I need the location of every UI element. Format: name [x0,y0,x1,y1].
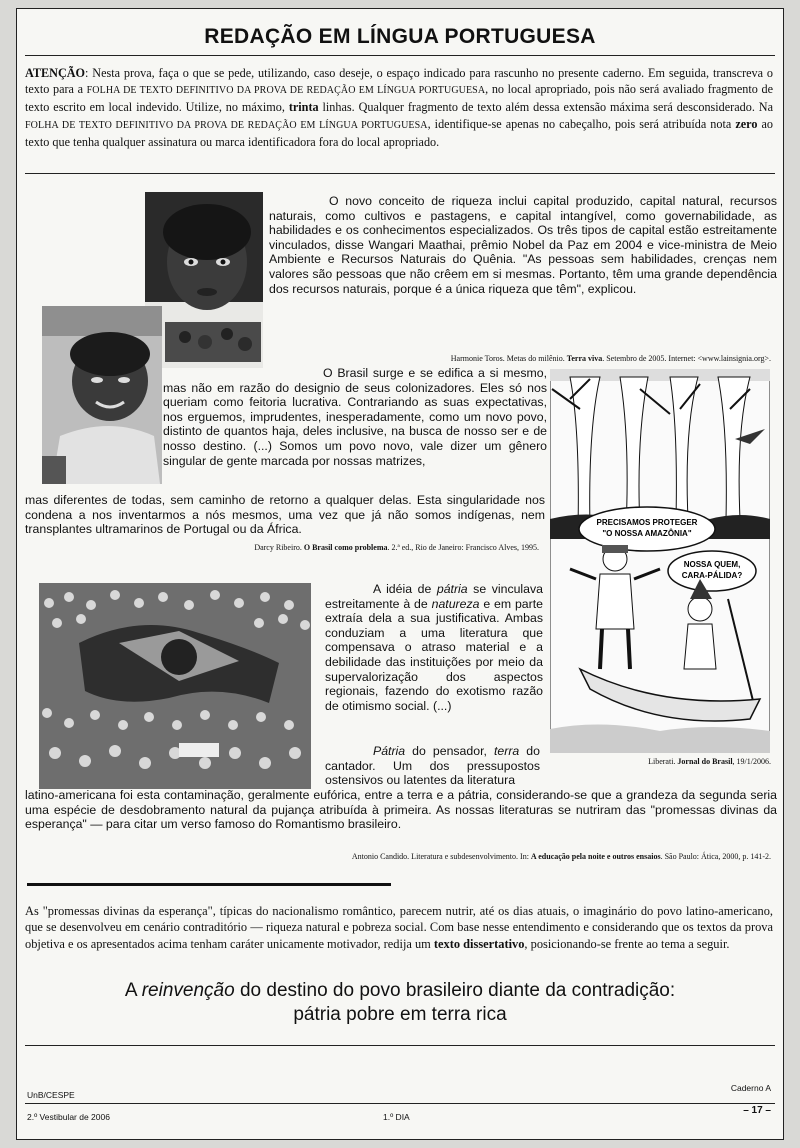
svg-text:"O NOSSA AMAZÔNIA": "O NOSSA AMAZÔNIA" [602,529,692,538]
text-excerpt-3-continued: latino-americana foi esta contaminação, geralmente eufórica, entre a terra e a pátria, considerando-se que a grandeza da segunda seria uma espécie de desdobramento natural da pujança atribuída à primeira. As nossas literaturas se nutriram das "promessas divinas da esperança" — para citar um verso famoso do Romantismo brasileiro. [25,788,777,832]
footer-day: 1.º DIA [383,1112,410,1122]
footer-booklet: Caderno A [730,1083,771,1093]
exam-page [16,8,784,1140]
svg-text:CARA-PÁLIDA?: CARA-PÁLIDA? [681,571,743,580]
footer-exam: 2.º Vestibular de 2006 [27,1112,110,1122]
child-photo [145,192,263,368]
divider [27,883,391,886]
footer-org: UnB/CESPE [27,1090,75,1100]
cartoon-illustration [550,369,770,753]
text-excerpt-2-continued: mas diferentes de todas, sem caminho de retorno a qualquer delas. Esta singularidade nos condena a nos inventarmos a nós mesmos, uma vez que já não somos indígenas, nem transplantes ultramarinos de Portugal ou da África. [25,493,545,537]
citation: Darcy Ribeiro. O Brasil como problema. 2.ª ed., Rio de Janeiro: Francisco Alves, 1995. [254,543,539,552]
svg-text:NOSSA QUEM,: NOSSA QUEM, [683,560,741,569]
essay-theme: A reinvenção do destino do povo brasileiro diante da contradição: pátria pobre em terra rica [124,980,676,1025]
text-excerpt-3-part2: Pátria do pensador, terra do cantador. Um dos pressupostos ostensivos ou latentes da literatura [325,744,540,788]
crowd-flag-photo [39,583,311,789]
divider [25,55,775,56]
svg-text:PRECISAMOS PROTEGER: PRECISAMOS PROTEGER [596,518,698,527]
page-number: – 17 – [743,1105,771,1116]
divider [25,1103,775,1104]
divider [25,1045,775,1046]
text-excerpt-3: A idéia de pátria se vinculava estreitamente à de natureza e em parte extraía dela a sua justificativa. Ambas conduziam a uma literatura que compensava o atraso material e a debilidade das instituições por meio da supervalorização dos aspectos regionais, fazendo do exotismo razão de otimismo social. (...) [325,582,543,713]
citation: Harmonie Toros. Metas do milênio. Terra viva. Setembro de 2005. Internet: <www.lainsignia.org>. [450,354,771,363]
text-excerpt-1: O novo conceito de riqueza inclui capital produzido, capital natural, recursos naturais, como cultivos e pastagens, e capital intangível, como governabilidade, as habilidades e os conhecimentos especializados. Os três tipos de capital estão estreitamente vinculados, disse Wangari Maathai, prêmio Nobel da Paz em 2004 e vice-ministra de Meio Ambiente e Recursos Naturais do Quênia. "As pessoas sem habilidades, crenças nem valores são pessoas que não crêem em si mesmas. Portanto, têm uma grande dependência dos recursos naturais, porque é a única riqueza que têm", explicou. [269,194,777,296]
instructions: ATENÇÃO: Nesta prova, faça o que se pede, utilizando, caso deseje, o espaço indicado para rascunho no presente caderno. Em seguida, transcreva o texto para a FOLHA DE TEXTO DEFINITIVO DA PROVA DE REDAÇÃO EM LÍNGUA PORTUGUESA, no local apropriado, pois não será avaliado fragmento de texto escrito em local indevido. Utilize, no máximo, trinta linhas. Qualquer fragmento de texto além dessa extensão máxima será desconsiderado. Na FOLHA DE TEXTO DEFINITIVO DA PROVA DE REDAÇÃO EM LÍNGUA PORTUGUESA, identifique-se apenas no cabeçalho, pois será atribuída nota zero ao texto que tenha qualquer assinatura ou marca identificadora fora do local apropriado. [25,66,773,149]
child-photo [42,306,162,484]
divider [25,173,775,174]
attention-label: ATENÇÃO [25,66,86,80]
citation: Liberati. Jornal do Brasil, 19/1/2006. [648,757,771,766]
text-excerpt-2: O Brasil surge e se edifica a si mesmo, mas não em razão do designio de seus colonizadores. Eles só nos queriam como feitoria lucrativa. Contrariando as suas expectativas, nos erguemos, imprudentes, inesperadamente, como um novo povo, distinto de quantos haja, deles inclusive, na busca de nosso ser e de nosso destino. (...) Somos um povo novo, vale dizer um gênero singular de gente marcada por nossas matrizes, [163,366,547,468]
citation: Antonio Candido. Literatura e subdesenvolvimento. In: A educação pela noite e outros ensaios. São Paulo: Ática, 2000, p. 141-2. [351,852,771,861]
essay-prompt: As "promessas divinas da esperança", típicas do nacionalismo romântico, parecem nutrir, até os dias atuais, o imaginário do povo latino-americano, que se desenvolveu em cenário contraditório — riqueza natural e pobreza social. Com base nesse entendimento e considerando que os textos da prova objetiva e os apresentados acima tenham caráter unicamente motivador, redija um texto dissertativo, posicionando-se frente ao tema a seguir. [25,904,773,951]
page-title: REDAÇÃO EM LÍNGUA PORTUGUESA [204,25,596,48]
